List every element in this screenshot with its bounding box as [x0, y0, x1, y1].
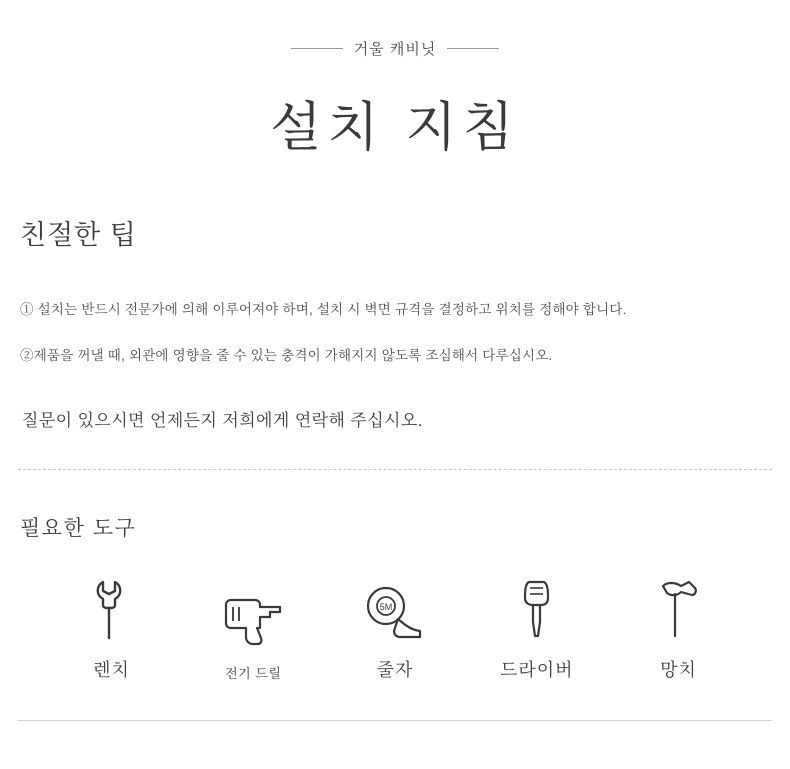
tool-item	[328, 576, 463, 682]
wrench-icon	[44, 576, 179, 642]
footer-divider	[18, 720, 772, 721]
screwdriver-icon	[469, 576, 604, 642]
tape-measure-icon	[328, 576, 463, 642]
drill-icon	[186, 583, 321, 649]
tools-list	[44, 576, 746, 682]
tool-item	[611, 576, 746, 682]
badge	[0, 38, 790, 59]
tool-item	[44, 576, 179, 682]
installation-guide-page	[0, 38, 790, 769]
page-title: 설치 지침	[270, 98, 520, 157]
tool-label: 드라이버	[499, 660, 574, 680]
tip-item-1: ① 설치는 반드시 전문가에 의해 이루어져야 하며, 설치 시 벽면 규격을 결정하고 위치를 정해야 합니다.	[20, 302, 627, 317]
section-divider	[18, 469, 772, 470]
tape-measure-label: 5M	[379, 602, 393, 612]
tool-label: 망치	[660, 660, 697, 680]
tool-label: 렌치	[93, 660, 130, 680]
tips-heading: 친절한 팁	[20, 220, 137, 250]
hammer-icon	[611, 576, 746, 642]
tool-label: 줄자	[376, 660, 414, 680]
tool-item	[469, 576, 604, 682]
badge-label: 거울 캐비닛	[353, 41, 437, 58]
badge-rule-left	[291, 48, 343, 49]
badge-rule-right	[447, 48, 499, 49]
tools-heading: 필요한 도구	[20, 517, 137, 540]
contact-text: 질문이 있으시면 언제든지 저희에게 연락해 주십시오.	[22, 411, 423, 430]
tool-item	[186, 583, 321, 682]
tip-item-2: ②제품을 꺼낼 때, 외관에 영향을 줄 수 있는 충격이 가해지지 않도록 조심해서 다루십시오.	[20, 348, 553, 363]
tool-label: 전기 드릴	[225, 666, 282, 681]
